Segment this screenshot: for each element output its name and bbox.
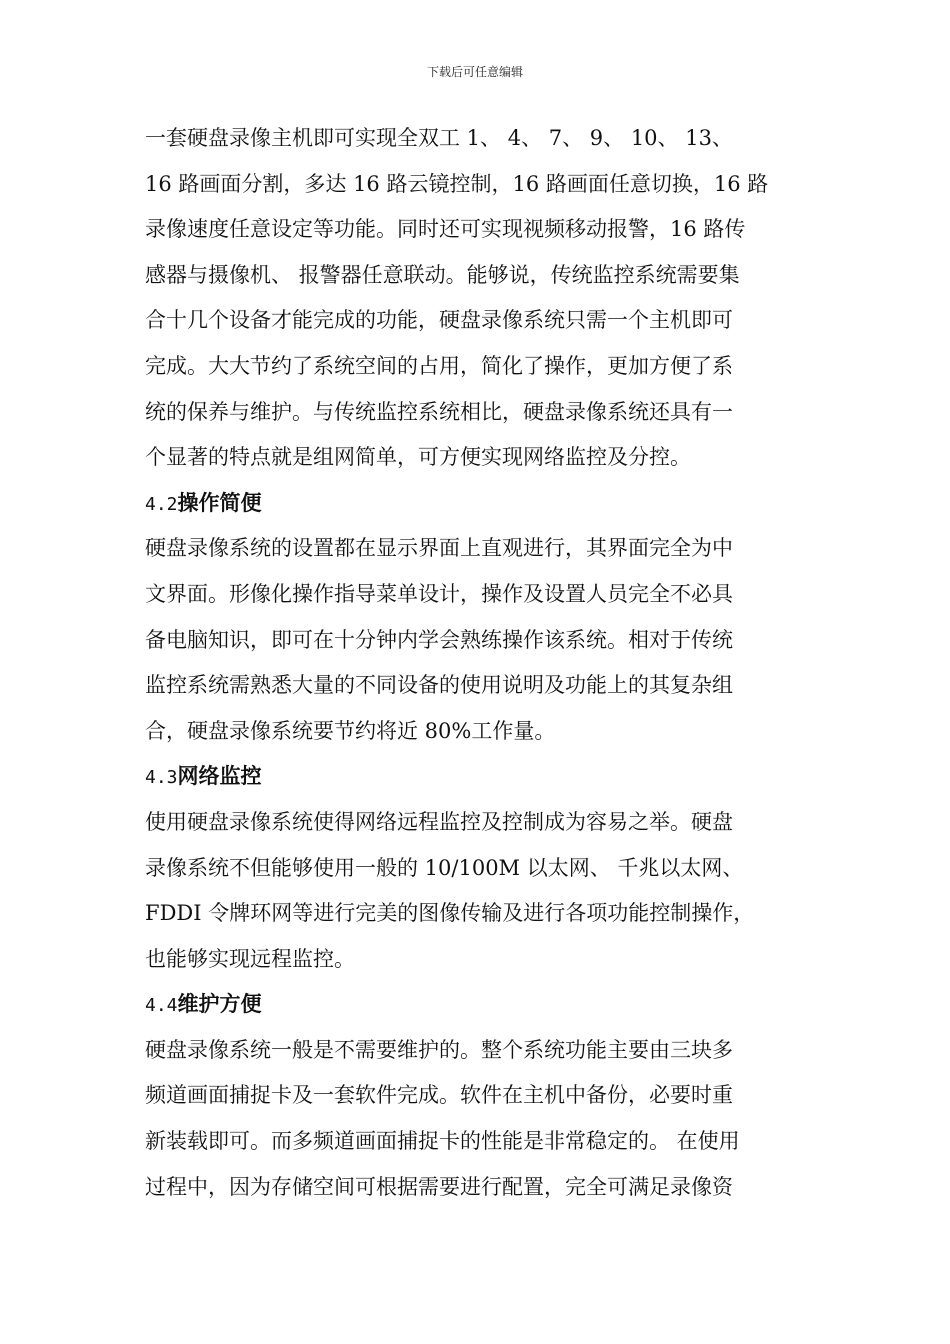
paragraph-line: 合十几个设备才能完成的功能，硬盘录像系统只需一个主机即可 <box>145 308 733 333</box>
section-title: 操作简便 <box>177 490 262 515</box>
section-heading <box>145 982 810 1028</box>
paragraph-line: FDDI 令牌环网等进行完美的图像传输及进行各项功能控制操作， <box>145 901 755 926</box>
paragraph-line: 文界面。形像化操作指导菜单设计，操作及设置人员完全不必具 <box>145 581 733 606</box>
paragraph-line: 频道画面捕捉卡及一套软件完成。软件在主机中备份，必要时重 <box>145 1083 733 1108</box>
paragraph-line: 16 路画面分割，多达 16 路云镜控制，16 路画面任意切换，16 路 <box>145 171 769 196</box>
section-heading <box>145 481 810 527</box>
paragraph-line: 一套硬盘录像主机即可实现全双工 1、 4、 7、 9、 10、 13、 <box>145 126 733 150</box>
paragraph-line: 感器与摄像机、 报警器任意联动。能够说，传统监控系统需要集 <box>145 262 740 287</box>
paragraph-line: 录像系统不但能够使用一般的 10/100M 以太网、 千兆以太网、 <box>145 855 744 880</box>
paragraph-line: 个显著的特点就是组网简单，可方便实现网络监控及分控。 <box>145 445 691 470</box>
paragraph-line: 硬盘录像系统的设置都在显示界面上直观进行，其界面完全为中 <box>145 536 733 561</box>
paragraph-line: 新装载即可。而多频道画面捕捉卡的性能是非常稳定的。 在使用 <box>145 1129 740 1154</box>
section-title: 网络监控 <box>177 764 262 789</box>
paragraph-line: 统的保养与维护。与传统监控系统相比，硬盘录像系统还具有一 <box>145 399 733 424</box>
page-header: 下载后可任意编辑 <box>426 65 523 79</box>
paragraph-line: 录像速度任意设定等功能。同时还可实现视频移动报警，16 路传 <box>145 217 746 242</box>
paragraph-line: 监控系统需熟悉大量的不同设备的使用说明及功能上的其复杂组 <box>145 673 733 698</box>
document-body <box>145 116 810 1210</box>
paragraph-line: 硬盘录像系统一般是不需要维护的。整个系统功能主要由三块多 <box>145 1037 733 1062</box>
section-title: 维护方便 <box>177 992 262 1017</box>
section-heading <box>145 754 810 800</box>
paragraph-line: 也能够实现远程监控。 <box>145 946 355 971</box>
paragraph-line: 使用硬盘录像系统使得网络远程监控及控制成为容易之举。硬盘 <box>145 809 733 834</box>
paragraph-line: 合，硬盘录像系统要节约将近 80%工作量。 <box>145 718 556 743</box>
paragraph-line: 过程中，因为存储空间可根据需要进行配置，完全可满足录像资 <box>145 1174 733 1199</box>
paragraph-line: 备电脑知识，即可在十分钟内学会熟练操作该系统。相对于传统 <box>145 627 733 652</box>
paragraph-line: 完成。大大节约了系统空间的占用，简化了操作，更加方便了系 <box>145 353 733 378</box>
section-number: 4.2 <box>145 493 178 515</box>
section-number: 4.4 <box>145 995 178 1017</box>
section-number: 4.3 <box>145 767 178 789</box>
